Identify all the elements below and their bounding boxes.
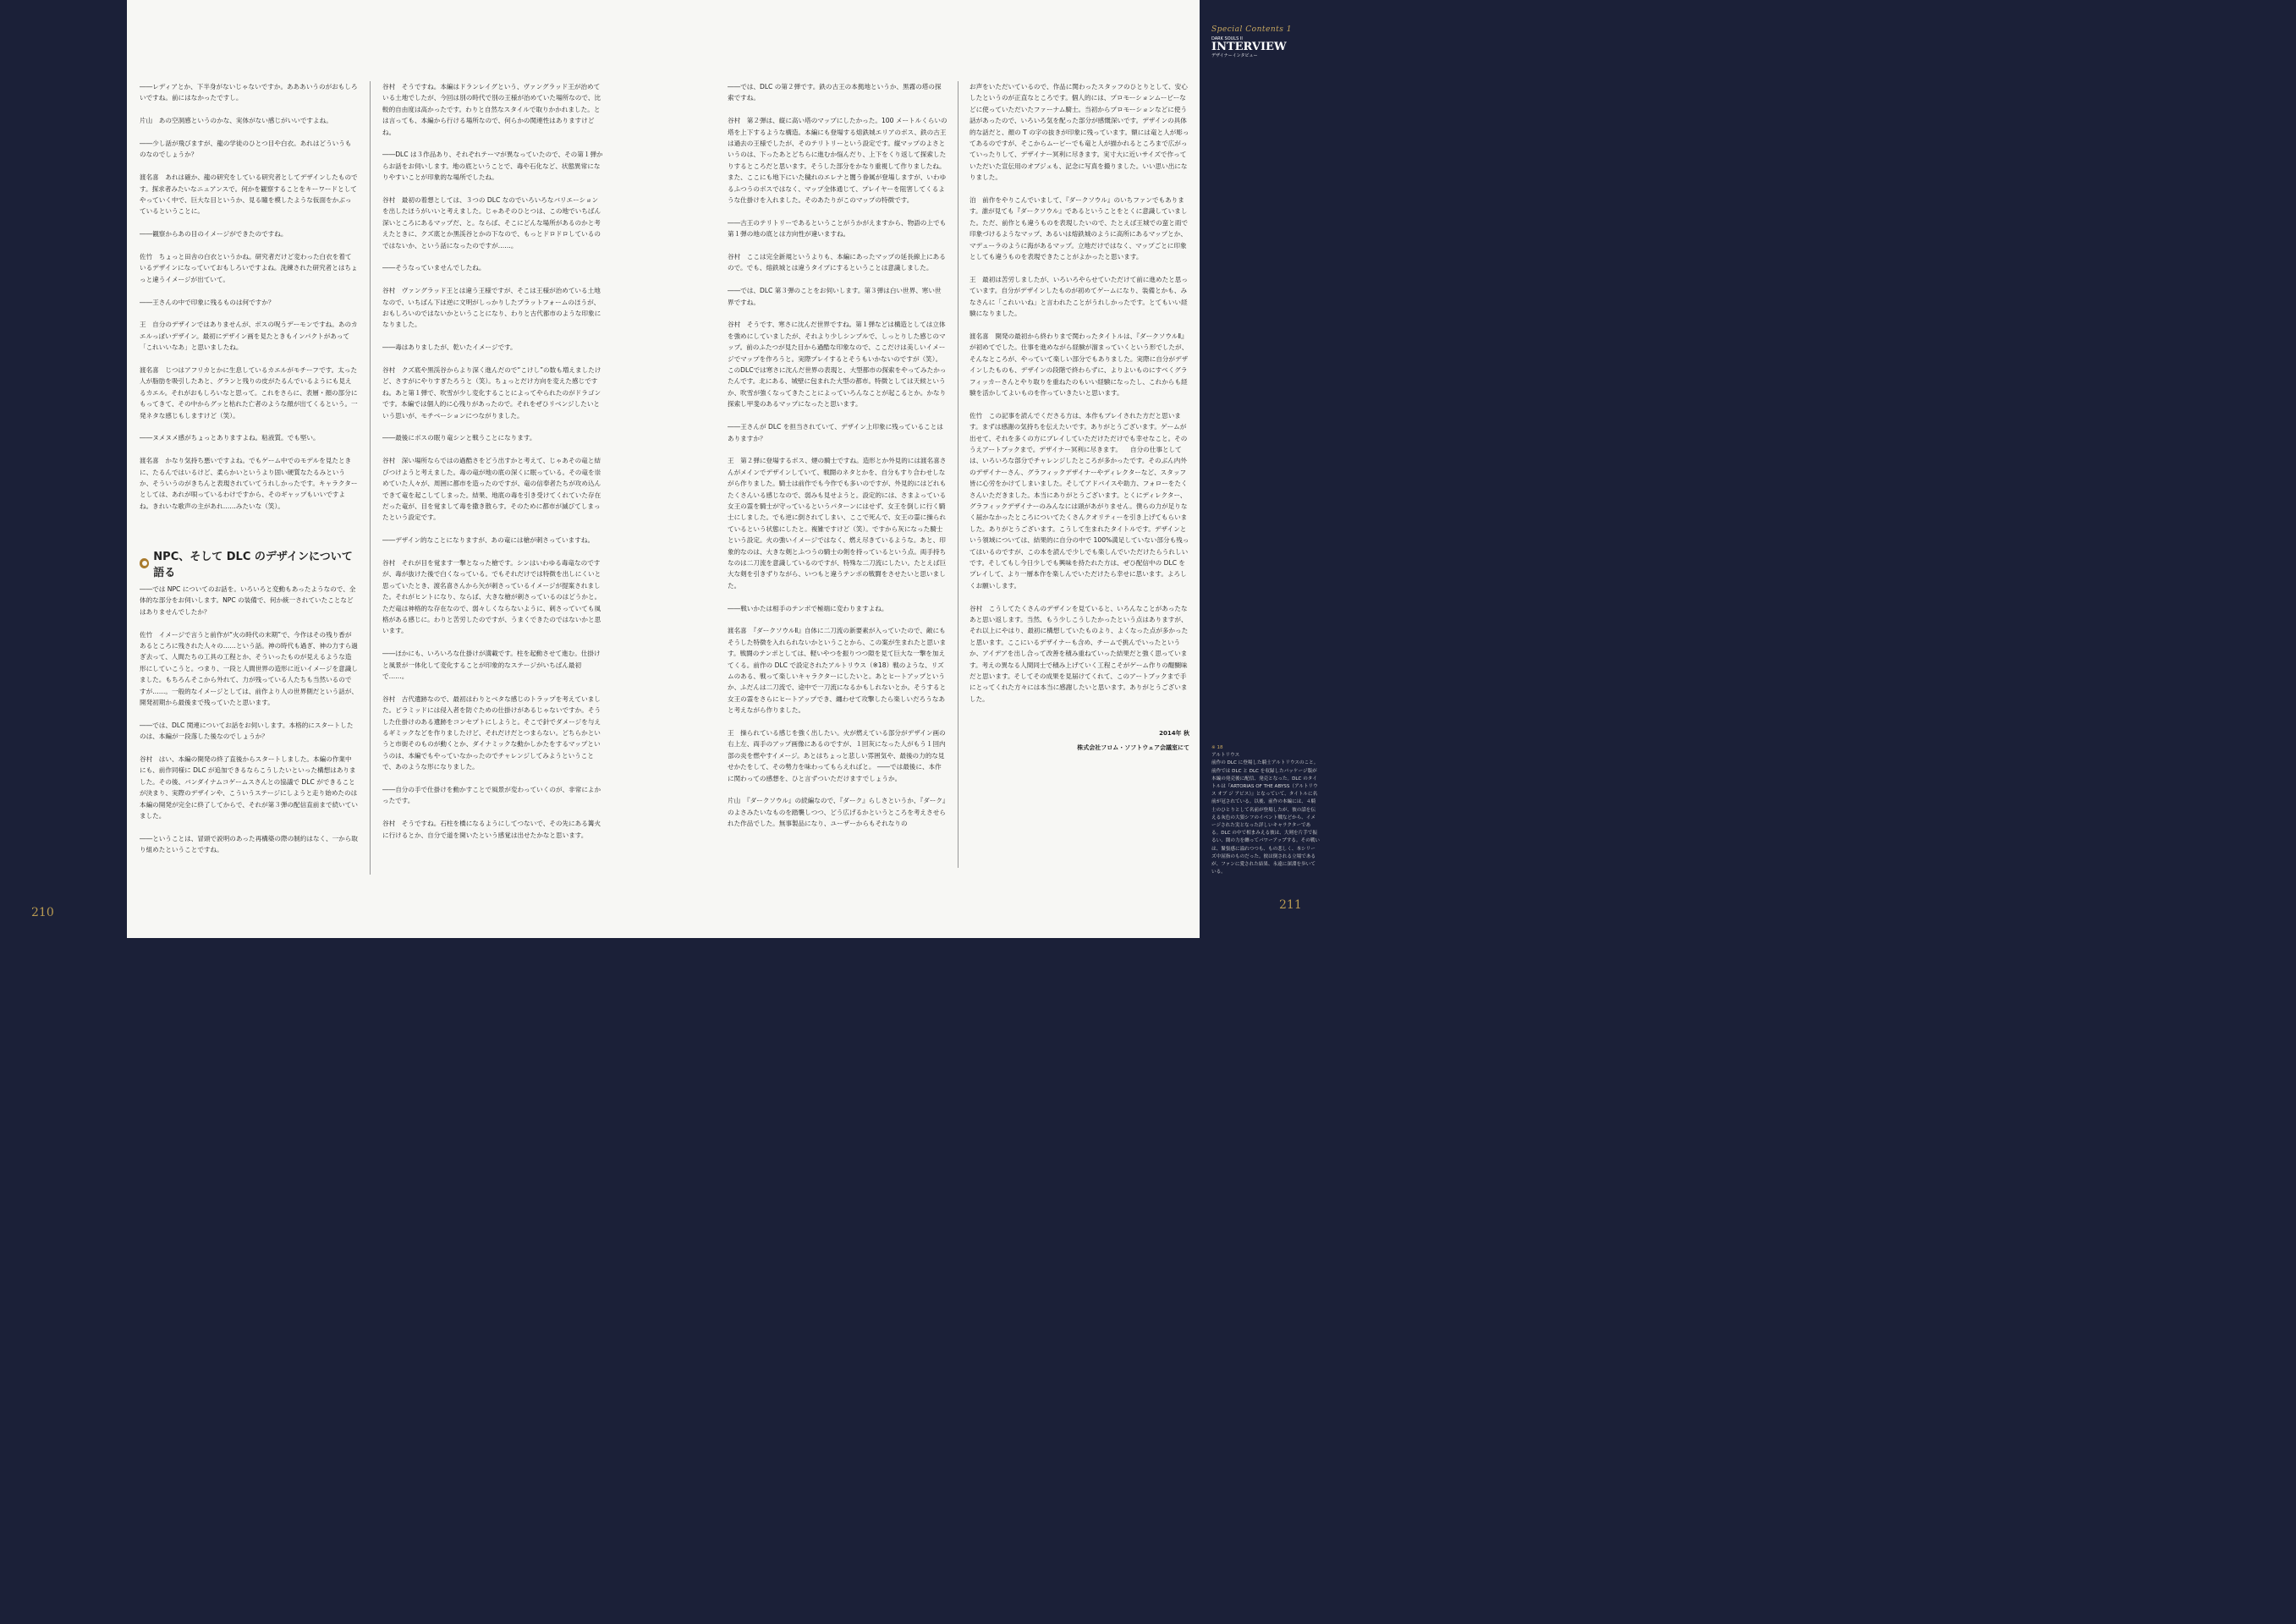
- paragraph: ――デザイン的なことになりますが、あの竜には槍が刺さっていますね。: [382, 536, 595, 545]
- paragraph: 谷村 そうですね。本編はドランレイグという、ヴァングラッド王が治めている土地でしたが、今回は別の時代で別の王様が治めていた場所なので、比較的自由度は高かったです。わりと自然なスタイルで取りかかれました。とは言っても、本編から行ける場所なので、何らかの関連性はありますけどね。: [382, 83, 601, 136]
- paragraph: 谷村 第２弾は、縦に高い塔のマップにしたかった。100 メートルくらいの塔を上下するような構造。本編にも登場する熔鉄城エリアのボス、鉄の古王は過去の王様でしたが、そのテリトリーという設定です。縦マップのよさというのは、下ったあとどちらに進むか悩んだり、上下をくり返して探索したりするところだと思います。そうした部分をかなり重視して作りましたね。また、ここにも地下にいた穢れのエレナと闇う眷属が登場しますが、いわゆるふつうのボスではなく、マップ全体通じて、プレイヤーを阻害してくるような仕掛けを入れました。そのあたりがこのマップの特徴です。: [728, 117, 948, 205]
- paragraph: 谷村 深い場所ならではの過酷さをどう出すかと考えて、じゃあその竜と結びつけようと考えました。毒の竜が地の底の深くに眠っている。その竜を崇めていた人々が、周囲に都市を造ったのですが、竜の信奉者たちが攻め込んできて竜を起こしてしまった。結果、地底の毒を引き受けてくれていた存在だった竜が、目を覚まして毒を撒き散らす。そのために都市が滅びてしまったという設定です。: [382, 457, 601, 522]
- paragraph: 渡名喜 じつはアフリカとかに生息しているカエルがモチーフです。太った人が脂肪を吸引したあと、グランと残りの皮がたるんでいるようにも見えるカエル。それがおもしろいなと思って。これをさらに、表層・顔の部分にもってきて、その中からグッと枯れた亡者のような顔が出てくるという。一発ネタな感じもしますけど（笑）。: [140, 366, 358, 420]
- paragraph: お声をいただいているので、作品に関わったスタッフのひとりとして、安心したというのが正直なところです。個人的には、プロモーションムービーなどに使っていただいたファーナム騎士。当初からプロモーションなどに使う話があったので、いろいろ気を配った部分が感慨深いです。デザインの具体的な話だと、顔の T の字の抜きが印象に残っています。額には竜と人が彫ってあるのですが、そこからムービーでも竜と人が描かれるところまで広がっていったりして、デザイナー冥利に尽きます。実寸大に近いサイズで作っていただいた宣伝用のオブジェも、記念に写真を撮りました。いい思い出になりました。: [969, 83, 1189, 182]
- paragraph: ――そうなっていませんでしたね。: [382, 264, 486, 272]
- paragraph: ――少し話が飛びますが、龍の学徒のひとつ目や白衣。あれはどういうものなのでしょうか？: [140, 140, 352, 159]
- paragraph: ――ほかにも、いろいろな仕掛けが満載です。柱を起動させて進む。仕掛けと風景が一体化して変化することが印象的なステージがいちばん最初で……。: [382, 650, 601, 680]
- paragraph: ――では、DLC 関連についてお話をお伺いします。本格的にスタートしたのは、本編が一段落した後なのでしょうか？: [140, 721, 354, 741]
- paragraph: ――古王のテリトリーであるということがうかがえますから、物語の上でも第１弾の地の底とは方向性が違いますね。: [728, 218, 947, 239]
- column-divider-left: [370, 81, 371, 875]
- paragraph: 佐竹 ちょっと田舎の白衣というかね。研究者だけど変わった白衣を着ているデザインになっていておもしろいですよね。洗練された研究者とはちょっと違うイメージが出ていて。: [140, 253, 358, 283]
- paragraph: ――自分の手で仕掛けを動かすことで風景が変わっていくのが、非常によかったです。: [382, 785, 601, 805]
- paragraph: ――では、DLC の第２弾です。鉄の古王の本拠地というか、黒霧の塔の探索ですね。: [728, 83, 942, 102]
- paragraph: 谷村 古代遺跡なので、最初はわりとベタな感じのトラップを考えていました。ピラミッドには侵入者を防ぐための仕掛けがあるじゃないですか。そうした仕掛けのある遺跡をコンセプトにしようと。そこで針でダメージを与えるギミックなどを作りましたけど、それだけだとつまらない。どちらかというと市街そのものが動くとか、ダイナミックな動かしかたをするマップというのは、本編でもやっていなかったのでチャレンジしてみようということで、あのような形になりました。: [382, 694, 601, 771]
- section-heading-text: NPC、そして DLC のデザインについて語る: [153, 551, 353, 579]
- paragraph: 谷村 クズ底や黒渓谷からより深く進んだので“こけし”の数も増えましたけど、さすがにやりすぎたろうと（笑）。ちょっとだけ方向を変えた感じですね。あと第１弾で、吹雪が少し変化することによってやられたのがドラゴンです。本編では個人的に心残りがあったので。それをぜひリベンジしたいという思いが、モチベーションにつながりました。: [382, 366, 601, 420]
- paragraph: ――最後にボスの眠り竜シンと戦うことになります。: [382, 434, 536, 442]
- footnote: [1211, 744, 1320, 876]
- paragraph: ――ということは、冒頭で説明のあった再構築の際の制約はなく、一から取り組めたということですね。: [140, 834, 358, 854]
- interview-subtitle: デザイナーインタビュー: [1211, 53, 1258, 58]
- paragraph: ――では、DLC 第３弾のことをお伺いします。第３弾は白い世界、寒い世界ですね。: [728, 287, 942, 306]
- interview-location: 株式会社フロム・ソフトウェア会議室にて: [1077, 744, 1189, 751]
- interview-date: 2014年 秋: [1159, 730, 1189, 737]
- column-1-bottom: [140, 584, 358, 867]
- left-margin-band: [0, 0, 127, 938]
- paragraph: 谷村 ヴァングラッド王とは違う王様ですが、そこは王様が治めている土地なので、いちばん下は逆に文明がしっかりしたプラットフォームのほうが、おもしろいのではないかということになり、わりと古代都市のような印象になりました。: [382, 287, 601, 329]
- paragraph: 谷村 はい、本編の開発の終了直後からスタートしました。本編の作業中にも、前作同様に DLC が追加できるならこうしたいといった構想はありました。その後、バンダイナムコゲームスさんとの協議で DLC ができることが決まり、実際のデザインや、こういうステージにしようと走り始めたのは本編の開発が完全に終了してからで、それが第３弾の配信直前まで続いていました。: [140, 755, 358, 820]
- column-3: [728, 81, 948, 841]
- page-number-left: 210: [31, 906, 54, 919]
- paragraph: 王 最初は苦労しましたが、いろいろやらせていただけて前に進めたと思っています。自分がデザインしたものが初めてゲームになり、装備とかも、みなさんに「これいいね」と言われたことがうれしかったです。とてもいい経験になりました。: [969, 275, 1188, 318]
- paragraph: ――レディアとか、下半身がないじゃないですか。あああいうのがおもしろいですね。前にはなかったですし。: [140, 83, 358, 102]
- paragraph: ――王さんが DLC を担当されていて、デザイン上印象に残っていることはありますか？: [728, 423, 943, 442]
- footnote-text: 前作の DLC に登場した騎士アルトリウスのこと。前作では DLC と DLC を収録したパッケージ版が本編の発売後に配信、発売となった。DLC のタイトルは『ARTORIAS OF THE ABYSS（アルトリウス オブ ジ アビス）』となっていて、タイトルに名前が冠されている。以後、前作の本編には、４騎士のひとりとして名前が登場したが、彼の話を伝える灰色の大狼シフのイベント戦などから、イメージされた実となった詳しいキャラクターである。DLC の中で相まみえる彼は、大剣を片手で振るい、闇の力を纏ってパワーアップする。その戦いは、緊張感に溢れつつも、もの悲しく、本シリーズ中屈指のものだった。彼は倒される立場であるが、ファンに愛された結果、永遠に深淵を歩いている。: [1211, 760, 1320, 875]
- paragraph: ――王さんの中で印象に残るものは何ですか？: [140, 298, 275, 306]
- paragraph: 谷村 そうですね。石柱を橋になるようにしてつないで、その先にある篝火に行けるとか、自分で道を開いたという感覚は出せたかなと思います。: [382, 820, 601, 839]
- paragraph: ――戦いかたは相手のテンポで極端に変わりますよね。: [728, 604, 888, 612]
- paragraph: ――では NPC についてのお話を。いろいろと変動もあったようなので、全体的な部分をお伺いします。NPC の装備で、何か統一されていたことなどはありませんでしたか？: [140, 585, 356, 616]
- paragraph: 佐竹 この記事を読んでくださる方は、本作もプレイされた方だと思います。まずは感謝の気持ちを伝えたいです。ありがとうございます。ゲームが出せて、それを多くの方にプレイしていただけただけでも幸せなこと。そのうえアートブックまで。デザイナー冥利に尽きます。 自分の仕事としては、いろいろな部分でチャレンジしたところが多かったです。そのぶん内外のデザイナーさん、グラフィックデザイナーやディレクターなど、スタッフ皆に心労をかけてしまいました。そしてアドバイスや助力、フォローをたくさんいただきました。本当にありがとうございます。とくにディレクター、グラフィックデザイナーのみんなには頭があがりません。僕らの力が足りなく届かなかったところについてたくさんクオリティーを引き上げてもらいました。ありがとうございます。こうして生まれたタイトルです。デザインという領域については、結果的に自分の中で 100%満足していない部分も残ってはいるのですが、この本を読んで少しでも楽しんでいただけたらうれしいです。そしてもし今日少しでも興味を持たれた方は、ぜひ配信中の DLC をプレイして、より一層本作を楽しんでいただけたら幸せに思います。よろしくお願いします。: [969, 411, 1189, 590]
- column-4: [969, 81, 1189, 716]
- footnote-number: ※ 18: [1211, 745, 1223, 750]
- paragraph: 片山 『ダークソウル』の続編なので、『ダーク』らしさというか、『ダーク』のよさみたいなものを踏襲しつつ、どう広げるかというところを考えさせられた作品でした。無事製品になり、ユーザーからもそれなりの: [728, 797, 946, 828]
- paragraph: ――観察からあの目のイメージができたのですね。: [140, 230, 288, 239]
- paragraph: 佐竹 イメージで言うと前作が“火の時代の末期”で、今作はその残り香があるところに残された人々の……という話。神の時代も過ぎ、神の力すら過ぎ去って、人間たちの工具の工程とか、そういったものが見えるような造形にしていこうと。つまり、一段と人間世界の造形に近いイメージを意識しました。もちろんそこから外れて、力が残っている人たちも当然いるのですが……。一般的なイメージとしては、前作より人の世界側だという話が、開発初期から最後まで残っていたと思います。: [140, 630, 358, 707]
- section-header: [1211, 25, 1320, 58]
- column-2: [382, 81, 604, 852]
- paragraph: 片山 あの空洞感というのかな、実体がない感じがいいですよね。: [140, 117, 332, 125]
- paragraph: 渡名喜 あれは確か、龍の研究をしている研究者としてデザインしたものです。探求者みたいなニュアンスで。何かを観察することをキーワードとしてやっていく中で、巨大な目というか、見る瞳を模したような仮面をかぶっているということに。: [140, 173, 358, 216]
- paragraph: 谷村 そうです、寒さに沈んだ世界ですね。第１弾などは構造としては立体を強めにしていましたが、それより少しシンプルで、しっとりした感じのマップ。前のふたつが見た目から過酷な印象なので、ここだけは美しいイメージでマップを作ろうと。実際プレイするとそうもいかないのですが（笑）。このDLCでは寒さに沈んだ世界の表現と、大型都市の探索をやってみたかったんです。北にある、城壁に包まれた大型の都市。特徴としては天候というか、吹雪が強くなってきたことによっていろんなことが起こるとか。かなり探索し甲斐のあるマップになったと思います。: [728, 321, 947, 409]
- flower-bullet-icon: [140, 558, 149, 568]
- paragraph: 谷村 最初の着想としては、３つの DLC なのでいろいろなバリエーションを出したほうがいいと考えました。じゃあそのひとつは、この地でいちばん深いところにあるマップだ、と。ならば、そこにどんな場所があるのかと考えたときに、クズ底とか黒渓谷とかの下なので、もっとドロドロしているのではないか、という話になったのですが……。: [382, 196, 601, 250]
- interview-title: INTERVIEW: [1211, 41, 1287, 53]
- paragraph: ――ヌメヌメ感がちょっとありますよね。粘液質。でも堅い。: [140, 434, 320, 442]
- page-number-right: 211: [1279, 898, 1302, 912]
- paragraph: 渡名喜 開発の最初から終わりまで関わったタイトルは、『ダークソウルⅡ』が初めてでした。仕事を進めながら経験が溜まっていくという形でしたが、そんなところが、やっていて楽しい部分でもありました。実際に自分がデザインしたものも、デザインの段階で終わらずに、よりよいものにすべくグラフィッカーさんとやり取りを重ねたのもいい経験になったし、これからも経験を活かしてよいものを作っていきたいと思います。: [969, 332, 1189, 397]
- game-title-small: DARK SOULS II: [1211, 36, 1243, 41]
- paragraph: 泊 前作をやりこんでいまして、『ダークソウル』のいちファンでもあります。誰が見ても『ダークソウル』であるということをとくに意識していました。ただ、前作とも違うものを表現したいので、たとえば王城での蛮と雨で印象づけるようなマップ、あるいは熔鉄城のように高所にあるマップとか、マデューラのように海があるマップ。立地だけではなく、マップごとに印象としても違うものを表現できたことがよかったと思います。: [969, 196, 1189, 261]
- paragraph: 王 操られている感じを強く出したい。火が燃えている部分がデザイン画の右上左、両手のアップ画像にあるのですが、１回灰になった人がもう１回内部の炎を燃やすイメージ。あとはちょっと悲しい雰囲気や、最後の力的な見せかたをして、その勢力を味わってもらえればと。 ――では最後に、本作に関わっての感想を、ひと言ずついただけますでしょうか。: [728, 729, 946, 782]
- special-contents-label: Special Contents 1: [1211, 25, 1292, 34]
- section-heading: [140, 551, 361, 579]
- paragraph: 谷村 こうしてたくさんのデザインを見ていると、いろんなことがあったなあと思い返します。当然、もう少しこうしたかったという点はありますが、それ以上にやはり、最初に構想していたものより、よくなった点が多かったと思います。ここにいるデザイナーも含め、チームで挑んでいったというか、アイデアを出し合って改善を積み重ねていった結果だと強く思っています。考えの異なる人間同士で積み上げていく工程こそがゲーム作りの醍醐味だと思います。そしてその成果を見届けてくれて、このアートブックまで手にとってくれた方々には本当に感謝したいと思います。ありがとうございました。: [969, 604, 1189, 703]
- paragraph: 王 第２弾に登場するボス、煙の騎士ですね。造形とか外見的には渡名喜さんがメインでデザインしていて、戦闘のネタとかを、自分もすり合わせしながら作りました。騎士は前作でも今作でも多いのですが、外見的にはどれもたくさんいる感じなので、弱みも見せようと。設定的には、さまよっている女王の霊を騎士が守っているというパターンにはせず、女王を倒しに行く騎士にしました。でも逆に倒されてしまい、ここで死んで、女王の霊に操られているという状態にしたと。複雑ですけど（笑）。ですから灰になった騎士という設定。火の強いイメージではなく、燃え尽きているような。あと、印象的なのは、大きな剣とふつうの騎士の剣を持っているという点。両手持ちなのは二刀流を意識しているのですが、特殊な二刀流にしたい。たとえば巨大な剣を引きずりながら、いつもと違うテンポの戦闘をさせたいと思いました。: [728, 457, 947, 590]
- paragraph: ――毒はありましたが、乾いたイメージです。: [382, 343, 517, 352]
- paragraph: 谷村 ここは完全新規というよりも、本編にあったマップの延長線上にあるので。でも、熔鉄城とは違うタイプにするということは意識しました。: [728, 253, 946, 272]
- paragraph: 王 自分のデザインではありませんが、ボスの呪うデーモンですね。あのカエルっぽいデザイン。最初にデザイン画を見たときもインパクトがあって「これいいなあ」と思いましたね。: [140, 321, 358, 352]
- column-1-top: [140, 81, 358, 524]
- paragraph: 渡名喜 『ダークソウルⅡ』自体に二刀流の新要素が入っていたので、敵にもそうした特徴を入れられないかということから、この案が生まれたと思います。戦闘のテンポとしては、軽いやつを振りつつ隙を見て巨大な一撃を加えてくる。前作の DLC で設定されたアルトリウス（※18）戦のような、リズムのある、戦って楽しいキャラクターにしたいと。あとヒートアップというか、ふだんは二刀流で、途中で一刀流になるかもしれないとか。そうすると女王の霊をさらにヒートアップでき、纏わせて攻撃したら楽しいだろうなあと考えながら作りました。: [728, 627, 947, 715]
- paragraph: 渡名喜 かなり気持ち悪いですよね。でもゲーム中でのモデルを見たときに、たるんではいるけど、柔らかいというより固い硬質なたるみというか、そういうのがきちんと表現されていてうれしかったです。キャラクターとしては、あれが唄っているわけですから、そのギャップもいいですよね。きれいな歌声の主があれ……みたいな（笑）。: [140, 457, 358, 510]
- paragraph: ――DLC は３作品あり、それぞれテーマが異なっていたので、その第１弾からお話をお伺いします。地の底ということで、毒や石化など、状態異常になりやすいことが印象的な場所でしたね。: [382, 151, 603, 182]
- paragraph: 谷村 それが目を覚ます一撃となった槍です。シンはいわゆる毒竜なのですが、毒が抜けた後で白くなっている。でもそれだけでは特徴を出しにくいと思っていたとき、渡名喜さんから矢が刺さっているイメージが提案されました。それがヒントになり、ならば、大きな槍が刺さっているのはどうかと。ただ竜は神格的な存在なので、弱々しくならないように、刺さっていても風格がある感じに。わりと苦労したのですが、うまくできたのではないかと思います。: [382, 558, 601, 635]
- footnote-term: アルトリウス: [1211, 753, 1240, 759]
